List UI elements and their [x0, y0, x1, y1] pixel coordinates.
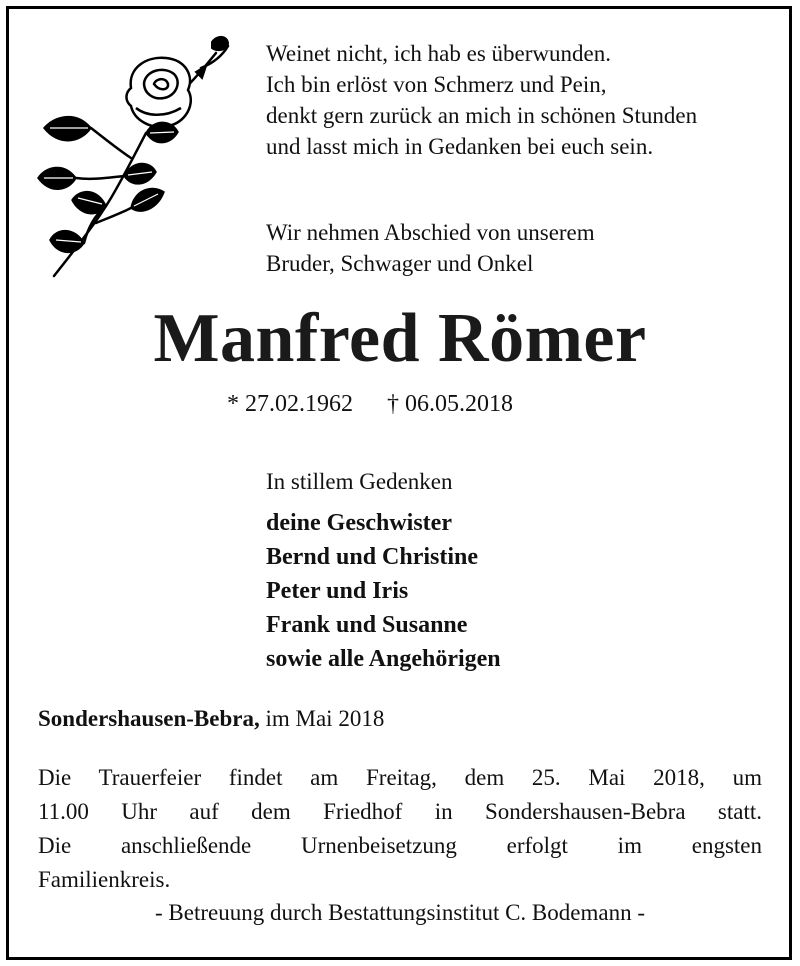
- poem: [266, 38, 697, 162]
- funeral-line: 11.00 Uhr auf dem Friedhof in Sondershausen-Bebra statt.: [38, 799, 762, 824]
- deceased-name: Manfred Römer: [153, 300, 647, 377]
- mourner: Peter und Iris: [266, 578, 409, 604]
- farewell-line: Bruder, Schwager und Onkel: [266, 251, 534, 276]
- mourner: sowie alle Angehörigen: [266, 646, 501, 672]
- mourner: Bernd und Christine: [266, 544, 479, 570]
- mourner: Frank und Susanne: [266, 612, 468, 638]
- poem-line: Ich bin erlöst von Schmerz und Pein,: [266, 72, 607, 97]
- funeral-line: Die Trauerfeier findet am Freitag, dem 25. Mai 2018, um: [38, 765, 762, 790]
- mourner: deine Geschwister: [266, 510, 452, 536]
- rose-icon: [36, 28, 236, 283]
- undertaker-credit: - Betreuung durch Bestattungsinstitut C. Bodemann -: [155, 900, 645, 925]
- poem-line: Weinet nicht, ich hab es überwunden.: [266, 41, 611, 66]
- farewell-line: Wir nehmen Abschied von unserem: [266, 220, 595, 245]
- poem-line: und lasst mich in Gedanken bei euch sein.: [266, 134, 654, 159]
- funeral-line: Familienkreis.: [38, 867, 171, 892]
- funeral-info: [38, 761, 762, 897]
- place-date: [38, 703, 384, 734]
- life-dates: [227, 388, 513, 420]
- memorial-intro: In stillem Gedenken: [266, 469, 453, 494]
- funeral-line: Die anschließende Urnenbeisetzung erfolgt im engsten: [38, 833, 762, 858]
- poem-line: denkt gern zurück an mich in schönen Stunden: [266, 103, 698, 128]
- notice-date: im Mai 2018: [265, 706, 385, 731]
- farewell-text: [266, 217, 595, 279]
- birth-date: * 27.02.1962: [227, 391, 353, 417]
- death-date: † 06.05.2018: [387, 391, 513, 417]
- place-city: Sondershausen-Bebra,: [38, 706, 260, 731]
- mourners-list: [266, 506, 501, 676]
